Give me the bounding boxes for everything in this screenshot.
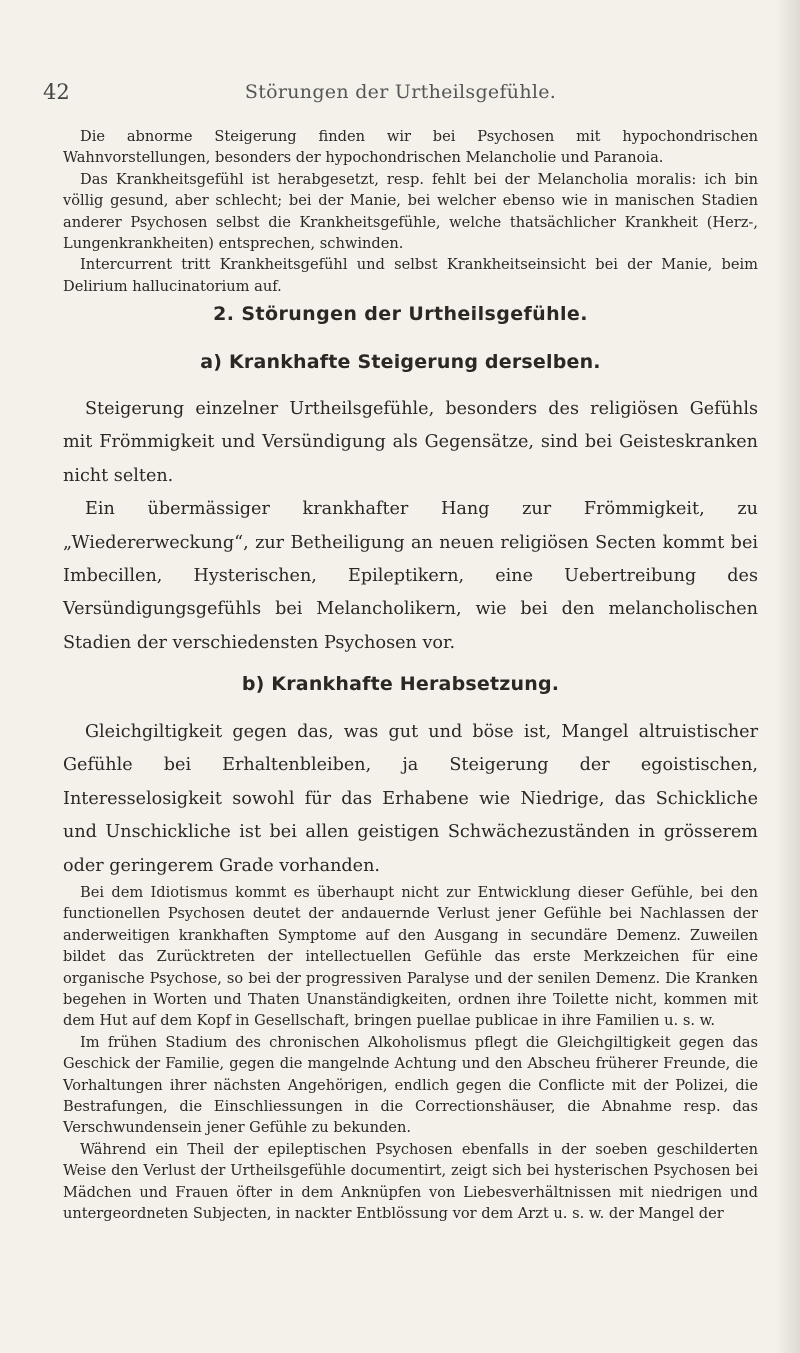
subsection-a-body	[63, 393, 758, 660]
page-header	[43, 80, 758, 112]
section-heading: 2. Störungen der Urtheilsgefühle.	[213, 303, 588, 325]
subsection-a-paragraph-2: Ein übermässiger krankhafter Hang zur Frömmigkeit, zu „Wiedererweckung“, zur Betheiligung an neuen religiösen Secten kommt bei Imbecillen, Hysterischen, Epileptikern, eine Uebertreibung des Versündigungsgefühls bei Melancholikern, wie bei den melancholischen Stadien der verschiedensten Psychosen vor.	[63, 499, 758, 653]
running-head: Störungen der Urtheilsgefühle.	[244, 81, 557, 103]
intro-paragraph-1: Die abnorme Steigerung finden wir bei Psychosen mit hypochondrischen Wahnvorstellungen, besonders der hypochondrischen Melancholie und Paranoia.	[63, 128, 758, 167]
page-edge-shadow	[776, 0, 800, 1353]
intro-block	[63, 126, 758, 297]
subsection-b-paragraph-1: Gleichgiltigkeit gegen das, was gut und böse ist, Mangel altruistischer Gefühle bei Erhaltenbleiben, ja Steigerung der egoistischen, Interesselosigkeit sowohl für das Erhabene wie Niedrige, das Schickliche und Unschickliche ist bei allen geistigen Schwächezuständen in grösserem oder geringerem Grade vorhanden.	[63, 722, 758, 876]
intro-paragraph-3: Intercurrent tritt Krankheitsgefühl und selbst Krankheitseinsicht bei der Manie, beim Delirium hallucinatorium auf.	[63, 256, 758, 295]
subsection-b-body-small	[63, 882, 758, 1225]
subsection-b-paragraph-2: Bei dem Idiotismus kommt es überhaupt nicht zur Entwicklung dieser Gefühle, bei den functionellen Psychosen deutet der andauernde Verlust jener Gefühle bei Nachlassen der anderweitigen krankhaften Symptome auf den Ausgang in secundäre Demenz. Zuweilen bildet das Zurücktreten der intellectuellen Gefühle das erste Merkzeichen für eine organische Psychose, so bei der progressiven Paralyse und der senilen Demenz. Die Kranken begehen in Worten und Thaten Unanständigkeiten, ordnen ihre Toilette nicht, kommen mit dem Hut auf dem Kopf in Gesellschaft, bringen puellae publicae in ihre Familien u. s. w.	[63, 884, 758, 1030]
subsection-b-paragraph-3: Im frühen Stadium des chronischen Alkoholismus pflegt die Gleichgiltigkeit gegen das Geschick der Familie, gegen die mangelnde Achtung und den Abscheu früherer Freunde, die Vorhaltungen ihrer nächsten Angehörigen, endlich gegen die Conflicte mit der Polizei, die Bestrafungen, die Einschliessungen in die Correctionshäuser, die Abnahme resp. das Verschwundensein jener Gefühle zu bekunden.	[63, 1033, 758, 1137]
subsection-a-paragraph-1: Steigerung einzelner Urtheilsgefühle, besonders des religiösen Gefühls mit Frömmigkeit und Versündigung als Gegensätze, sind bei Geisteskranken nicht selten.	[63, 399, 758, 486]
page-number: 42	[43, 80, 70, 104]
subsection-b-paragraph-4: Während ein Theil der epileptischen Psychosen ebenfalls in der soeben geschilderten Weise den Verlust der Urtheilsgefühle documentirt, zeigt sich bei hysterischen Psychosen bei Mädchen und Frauen öfter in dem Anknüpfen von Liebesverhältnissen mit niedrigen und untergeordneten Subjecten, in nackter Entblössung vor dem Arzt u. s. w. der Mangel der	[63, 1140, 758, 1223]
intro-paragraph-2: Das Krankheitsgefühl ist herabgesetzt, resp. fehlt bei der Melancholia moralis: ich bin völlig gesund, aber schlecht; bei der Manie, bei welcher ebenso wie in manischen Stadien anderer Psychosen selbst die Krankheitsgefühle, welche thatsächlicher Krankheit (Herz-, Lungenkrankheiten) entsprechen, schwinden.	[63, 170, 758, 253]
subsection-b-heading: b) Krankhafte Herabsetzung.	[241, 673, 560, 695]
subsection-b-body-large	[63, 716, 758, 883]
subsection-a-heading: a) Krankhafte Steigerung derselben.	[200, 351, 601, 373]
